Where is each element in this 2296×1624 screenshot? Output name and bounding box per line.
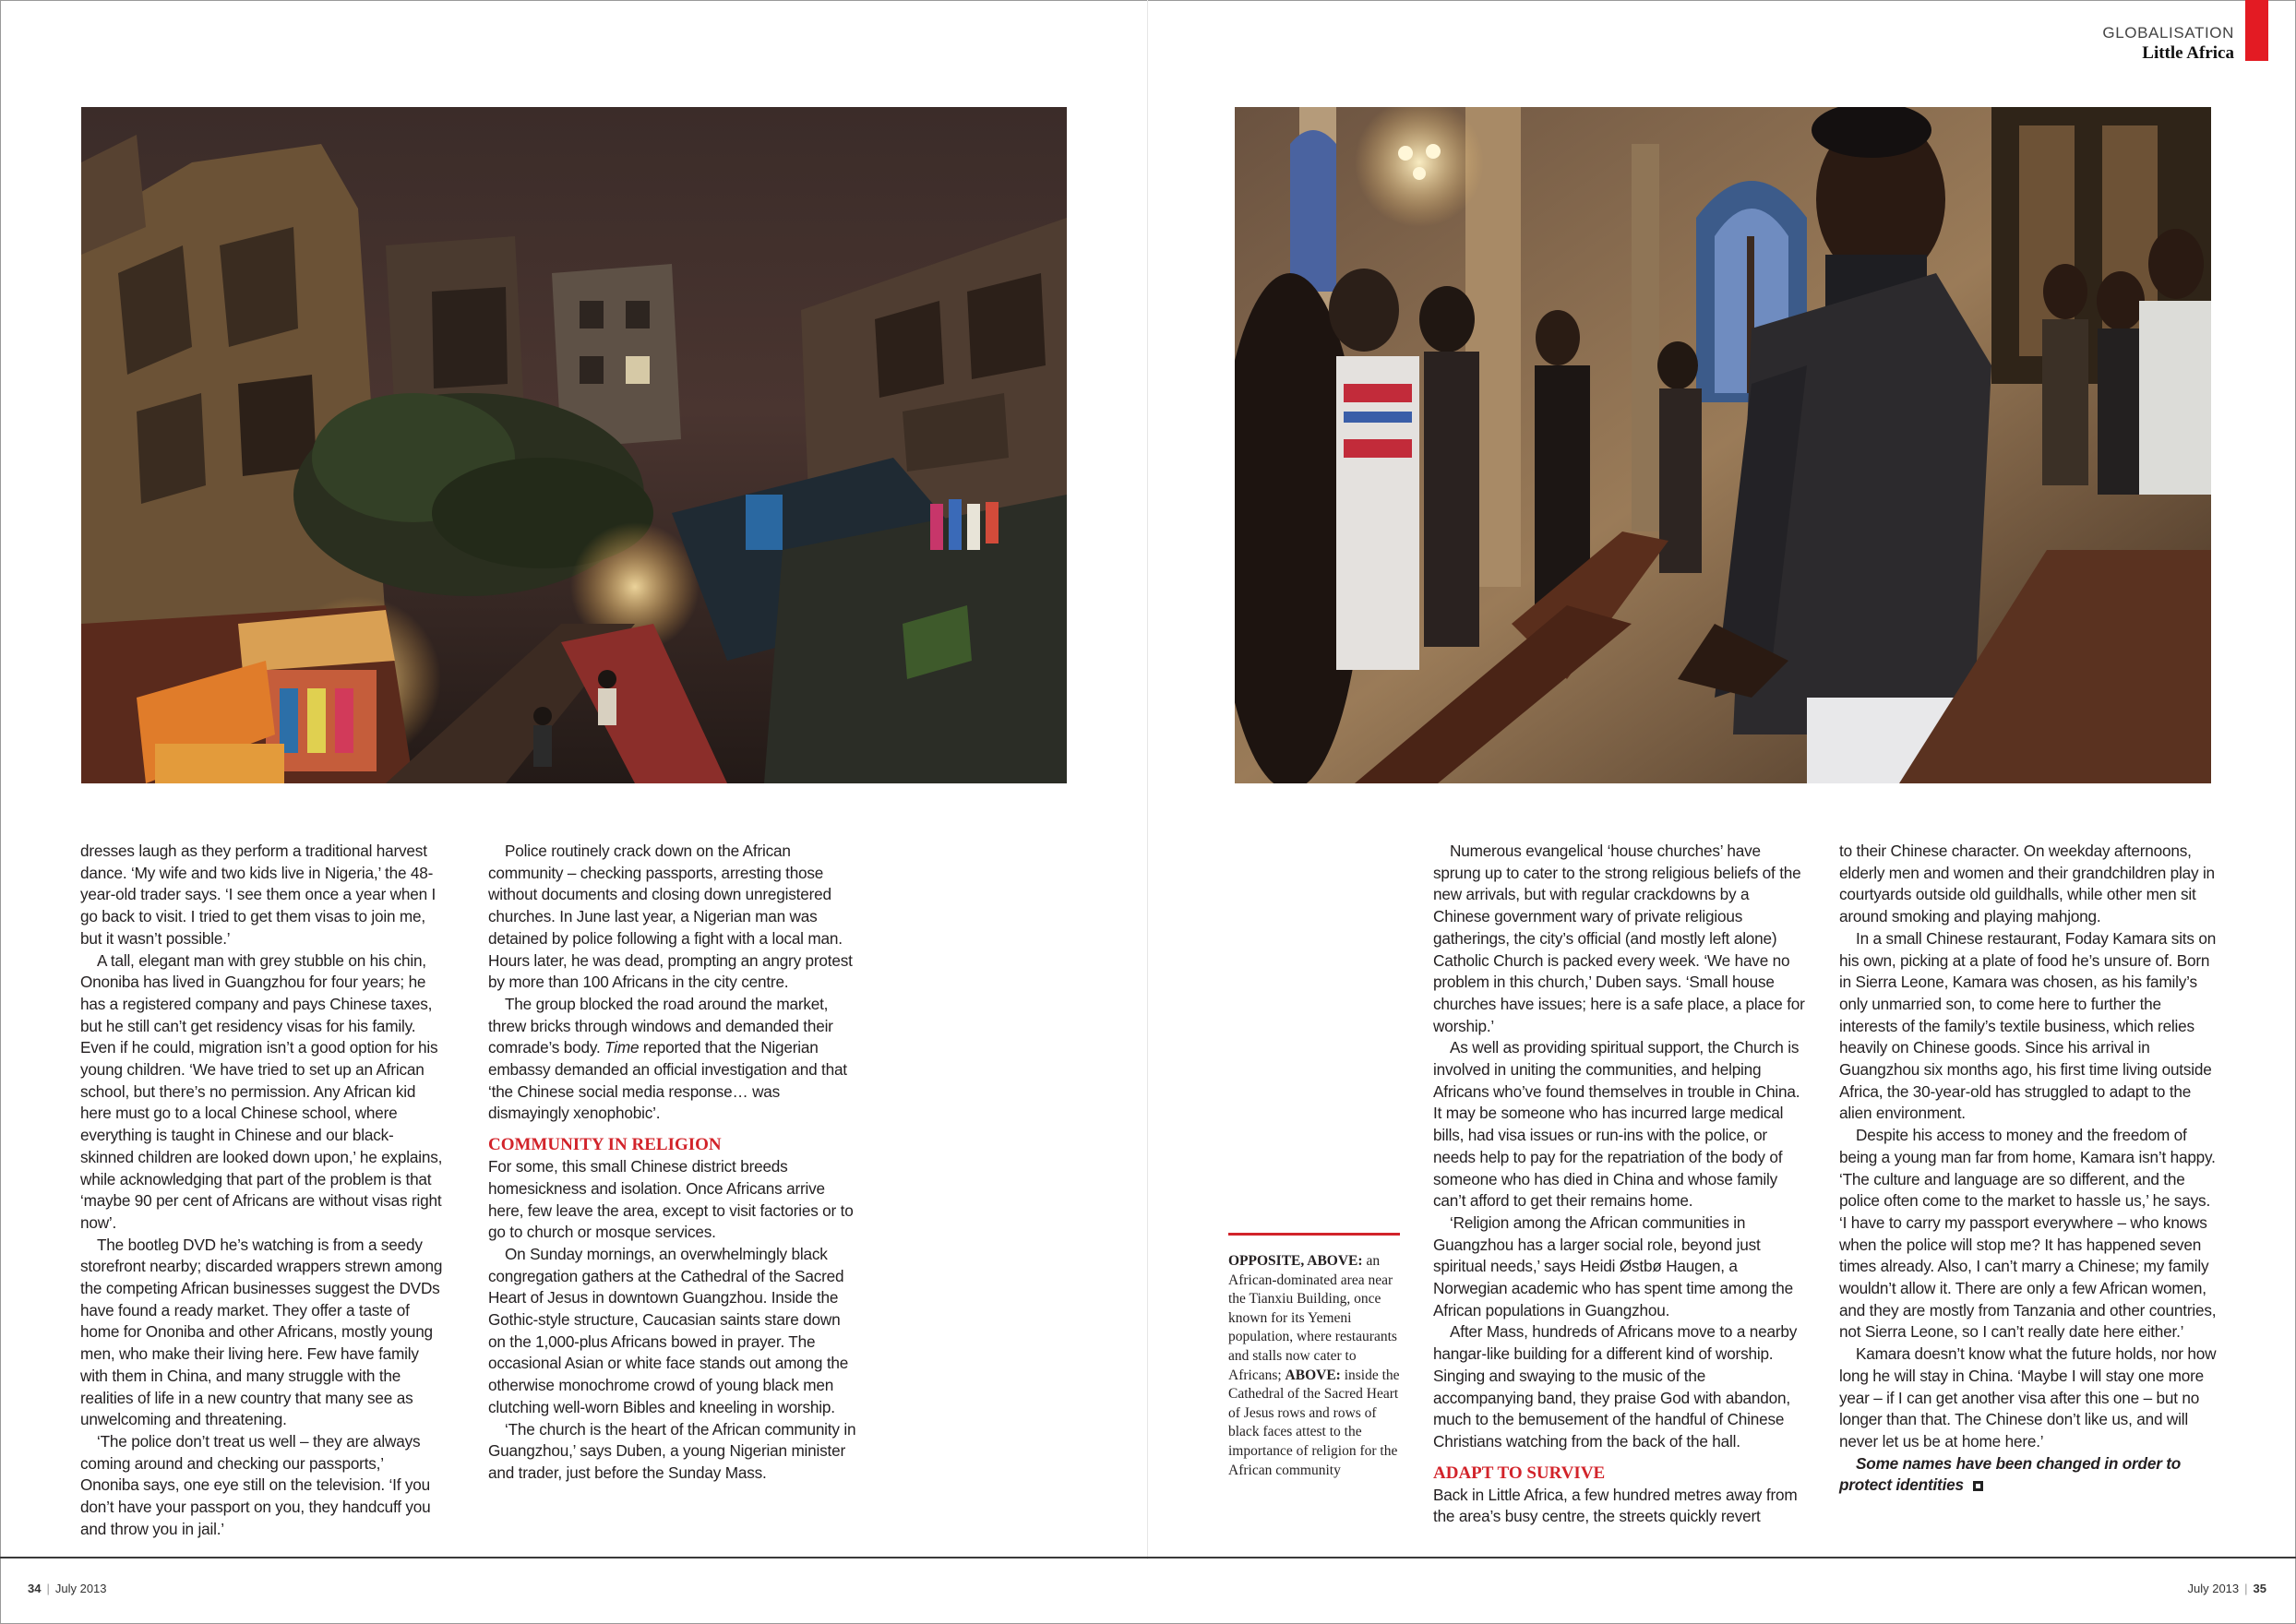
paragraph: After Mass, hundreds of Africans move to a nearby hangar-like building for a different kind of worship. Singing and swaying to the music of the accompanying band, they praise God with abandon, much to the bemusement of the handful of Chinese Christians watching from the back of the hall. <box>1433 1322 1798 1451</box>
caption-label: ABOVE: <box>1285 1367 1341 1383</box>
folio-right <box>2187 1582 2266 1595</box>
paragraph: Police routinely crack down on the African community – checking passports, arresting those without documents and closing down unregistered churches. In June last year, a Nigerian man was detained by police following a fight with a local man. Hours later, he was dead, prompting an angry protest by more than 100 Africans in the city centre. <box>488 842 853 992</box>
issue-date: July 2013 <box>2187 1582 2240 1595</box>
end-mark-icon <box>1973 1481 1983 1491</box>
text-run: The group blocked the road around the market, threw bricks through windows and demanded their comrade’s body. <box>488 994 833 1057</box>
spread-gutter <box>1147 0 1148 1559</box>
text-column-4 <box>1839 841 2218 1497</box>
paragraph <box>488 994 861 1125</box>
section-tag <box>2102 24 2234 64</box>
section-accent-bar <box>2245 0 2268 61</box>
paragraph: A tall, elegant man with grey stubble on his chin, Ononiba has lived in Guangzhou for four years; he has a registered company and pays Chinese taxes, but he still can’t get residency visas for his family. Even if he could, migration isn’t a good option for his young children. ‘We have tried to set up an African school, but there’s no permission. Any African kid here must go to a local Chinese school, where everything is taught in Chinese and our black-skinned children are looked down upon,’ he explains, while acknowledging that part of the problem is that ‘maybe 90 per cent of Africans are without visas right now’. <box>80 950 443 1232</box>
text-run: reported that the Nigerian embassy demanded an official investigation and that ‘the Chinese social media response… was dismayingly xenophobic’. <box>488 1038 847 1123</box>
subheading: ADAPT TO SURVIVE <box>1433 1463 1606 1483</box>
caption-text <box>1228 1252 1403 1480</box>
paragraph: Back in Little Africa, a few hundred metres away from the area’s busy centre, the streets quickly revert <box>1433 1485 1798 1526</box>
folio-separator: | <box>46 1582 50 1595</box>
paragraph: dresses laugh as they perform a traditional harvest dance. ‘My wife and two kids live in Nigeria,’ the 48-year-old trader says. ‘I see them once a year when I go back to visit. I tried to get them visas to join me, but it wasn’t possible.’ <box>80 842 436 948</box>
paragraph: In a small Chinese restaurant, Foday Kamara sits on his own, picking at a plate of food he’s unsure of. Born in Sierra Leone, Kamara was chosen, as his family’s only unmarried son, to come here to further the interests of the family’s textile business, which relies heavily on Chinese goods. Since his arrival in Guangzhou six months ago, his first time living outside Africa, the 30-year-old has struggled to adapt to the alien environment. <box>1839 928 2217 1123</box>
paragraph: On Sunday mornings, an overwhelmingly black congregation gathers at the Cathedral of the Sacred Heart of Jesus in downtown Guangzhou. Inside the Gothic-style structure, Caucasian saints stare down on the 1,000-plus Africans bowed in prayer. The occasional Asian or white face stands out among the otherwise monochrome crowd of young black men clutching well-worn Bibles and kneeling in worship. <box>488 1244 849 1416</box>
photo-caption <box>1228 1233 1403 1480</box>
paragraph: Numerous evangelical ‘house churches’ have sprung up to cater to the strong religious beliefs of the new arrivals, but with regular crackdowns by a Chinese government wary of private religious gatherings, the city’s official (and mostly left alone) Catholic Church is packed every week. ‘We have no problem in this church,’ Duben says. ‘Small house churches have issues; here is a safe place, a place for worship.’ <box>1433 842 1805 1035</box>
caption-body: an African-dominated area near the Tianxiu Building, once known for its Yemeni population, where restaurants and stalls now cater to Africans; <box>1228 1253 1397 1383</box>
section-title: Little Africa <box>2142 43 2234 63</box>
subheading: COMMUNITY IN RELIGION <box>488 1135 722 1155</box>
paragraph: As well as providing spiritual support, the Church is involved in uniting the communities, and helping Africans who’ve found themselves in trouble in China. It may be someone who has incurred large medical bills, had visa issues or run-ins with the police, or needs help to pay for the repatriation of the body of someone who has died in China and whose family can’t afford to get their remains home. <box>1433 1038 1800 1211</box>
cathedral-illustration <box>1235 107 2211 783</box>
paragraph: ‘The police don’t treat us well – they are always coming around and checking our passports,’ Ononiba says, one eye still on the television. ‘If you don’t have your passport on you, they handcuff you and throw you in jail.’ <box>80 1431 431 1538</box>
text-column-2 <box>488 841 861 1485</box>
closing-note <box>1839 1453 2218 1497</box>
page-number: 35 <box>2253 1582 2266 1595</box>
caption-label: OPPOSITE, ABOVE: <box>1228 1253 1363 1269</box>
paragraph: Despite his access to money and the freedom of being a young man far from home, Kamara isn’t happy. ‘The culture and language are so different, and the police often come to the market to hassle us,’ he says. ‘I have to carry my passport everywhere – who knows when the police will stop me? It has happened seven times already. Also, I can’t marry a Chinese; my family wouldn’t allow it. There are only a few African women, and they are mostly from Tanzania and other countries, not Sierra Leone, so I can’t really date here either.’ <box>1839 1126 2217 1342</box>
footer-rule <box>0 1557 2296 1558</box>
folio-left <box>28 1582 107 1595</box>
names-changed-note: Some names have been changed in order to protect identities <box>1839 1453 2182 1495</box>
issue-date: July 2013 <box>54 1582 107 1595</box>
caption-rule <box>1228 1233 1400 1236</box>
caption-body: inside the Cathedral of the Sacred Heart of Jesus rows and rows of black faces attest to the importance of religion for the African community <box>1228 1367 1400 1478</box>
text-column-3 <box>1433 841 1810 1528</box>
publication-title: Time <box>604 1038 640 1057</box>
paragraph: ‘The church is the heart of the African community in Guangzhou,’ says Duben, a young Nigerian minister and trader, just before the Sunday Mass. <box>488 1419 856 1482</box>
paragraph: ‘Religion among the African communities in Guangzhou has a larger social role, beyond just spiritual needs,’ says Heidi Østbø Haugen, a Norwegian academic who has spent time among the African populations in Guangzhou. <box>1433 1212 1793 1320</box>
paragraph: For some, this small Chinese district breeds homesickness and isolation. Once Africans arrive here, few leave the area, except to visit factories or to go to church or mosque services. <box>488 1157 854 1242</box>
section-kicker: GLOBALISATION <box>2102 24 2234 42</box>
street-night-photo <box>81 107 1067 783</box>
paragraph: to their Chinese character. On weekday afternoons, elderly men and women and their grandchildren play in courtyards outside old guildhalls, while other men sit around smoking and playing mahjong. <box>1839 842 2215 926</box>
paragraph: The bootleg DVD he’s watching is from a seedy storefront nearby; discarded wrappers strewn among the competing African businesses suggest the DVDs have found a ready market. They offer a taste of home for Ononiba and other Africans, mostly young men, who make their living here. Few have family with them in China, and many struggle with the realities of life in a new country that many see as unwelcoming and threatening. <box>80 1235 443 1429</box>
page-number: 34 <box>28 1582 42 1595</box>
street-night-illustration <box>81 107 1067 783</box>
text-column-1 <box>80 841 445 1541</box>
cathedral-interior-photo <box>1235 107 2211 783</box>
paragraph: Kamara doesn’t know what the future holds, nor how long he will stay in China. ‘Maybe I will stay one more year – if I can get another visa after this one – but no longer than that. The Chinese don’t like us, and will never let us be at home here.’ <box>1839 1344 2217 1451</box>
folio-separator: | <box>2244 1582 2248 1595</box>
